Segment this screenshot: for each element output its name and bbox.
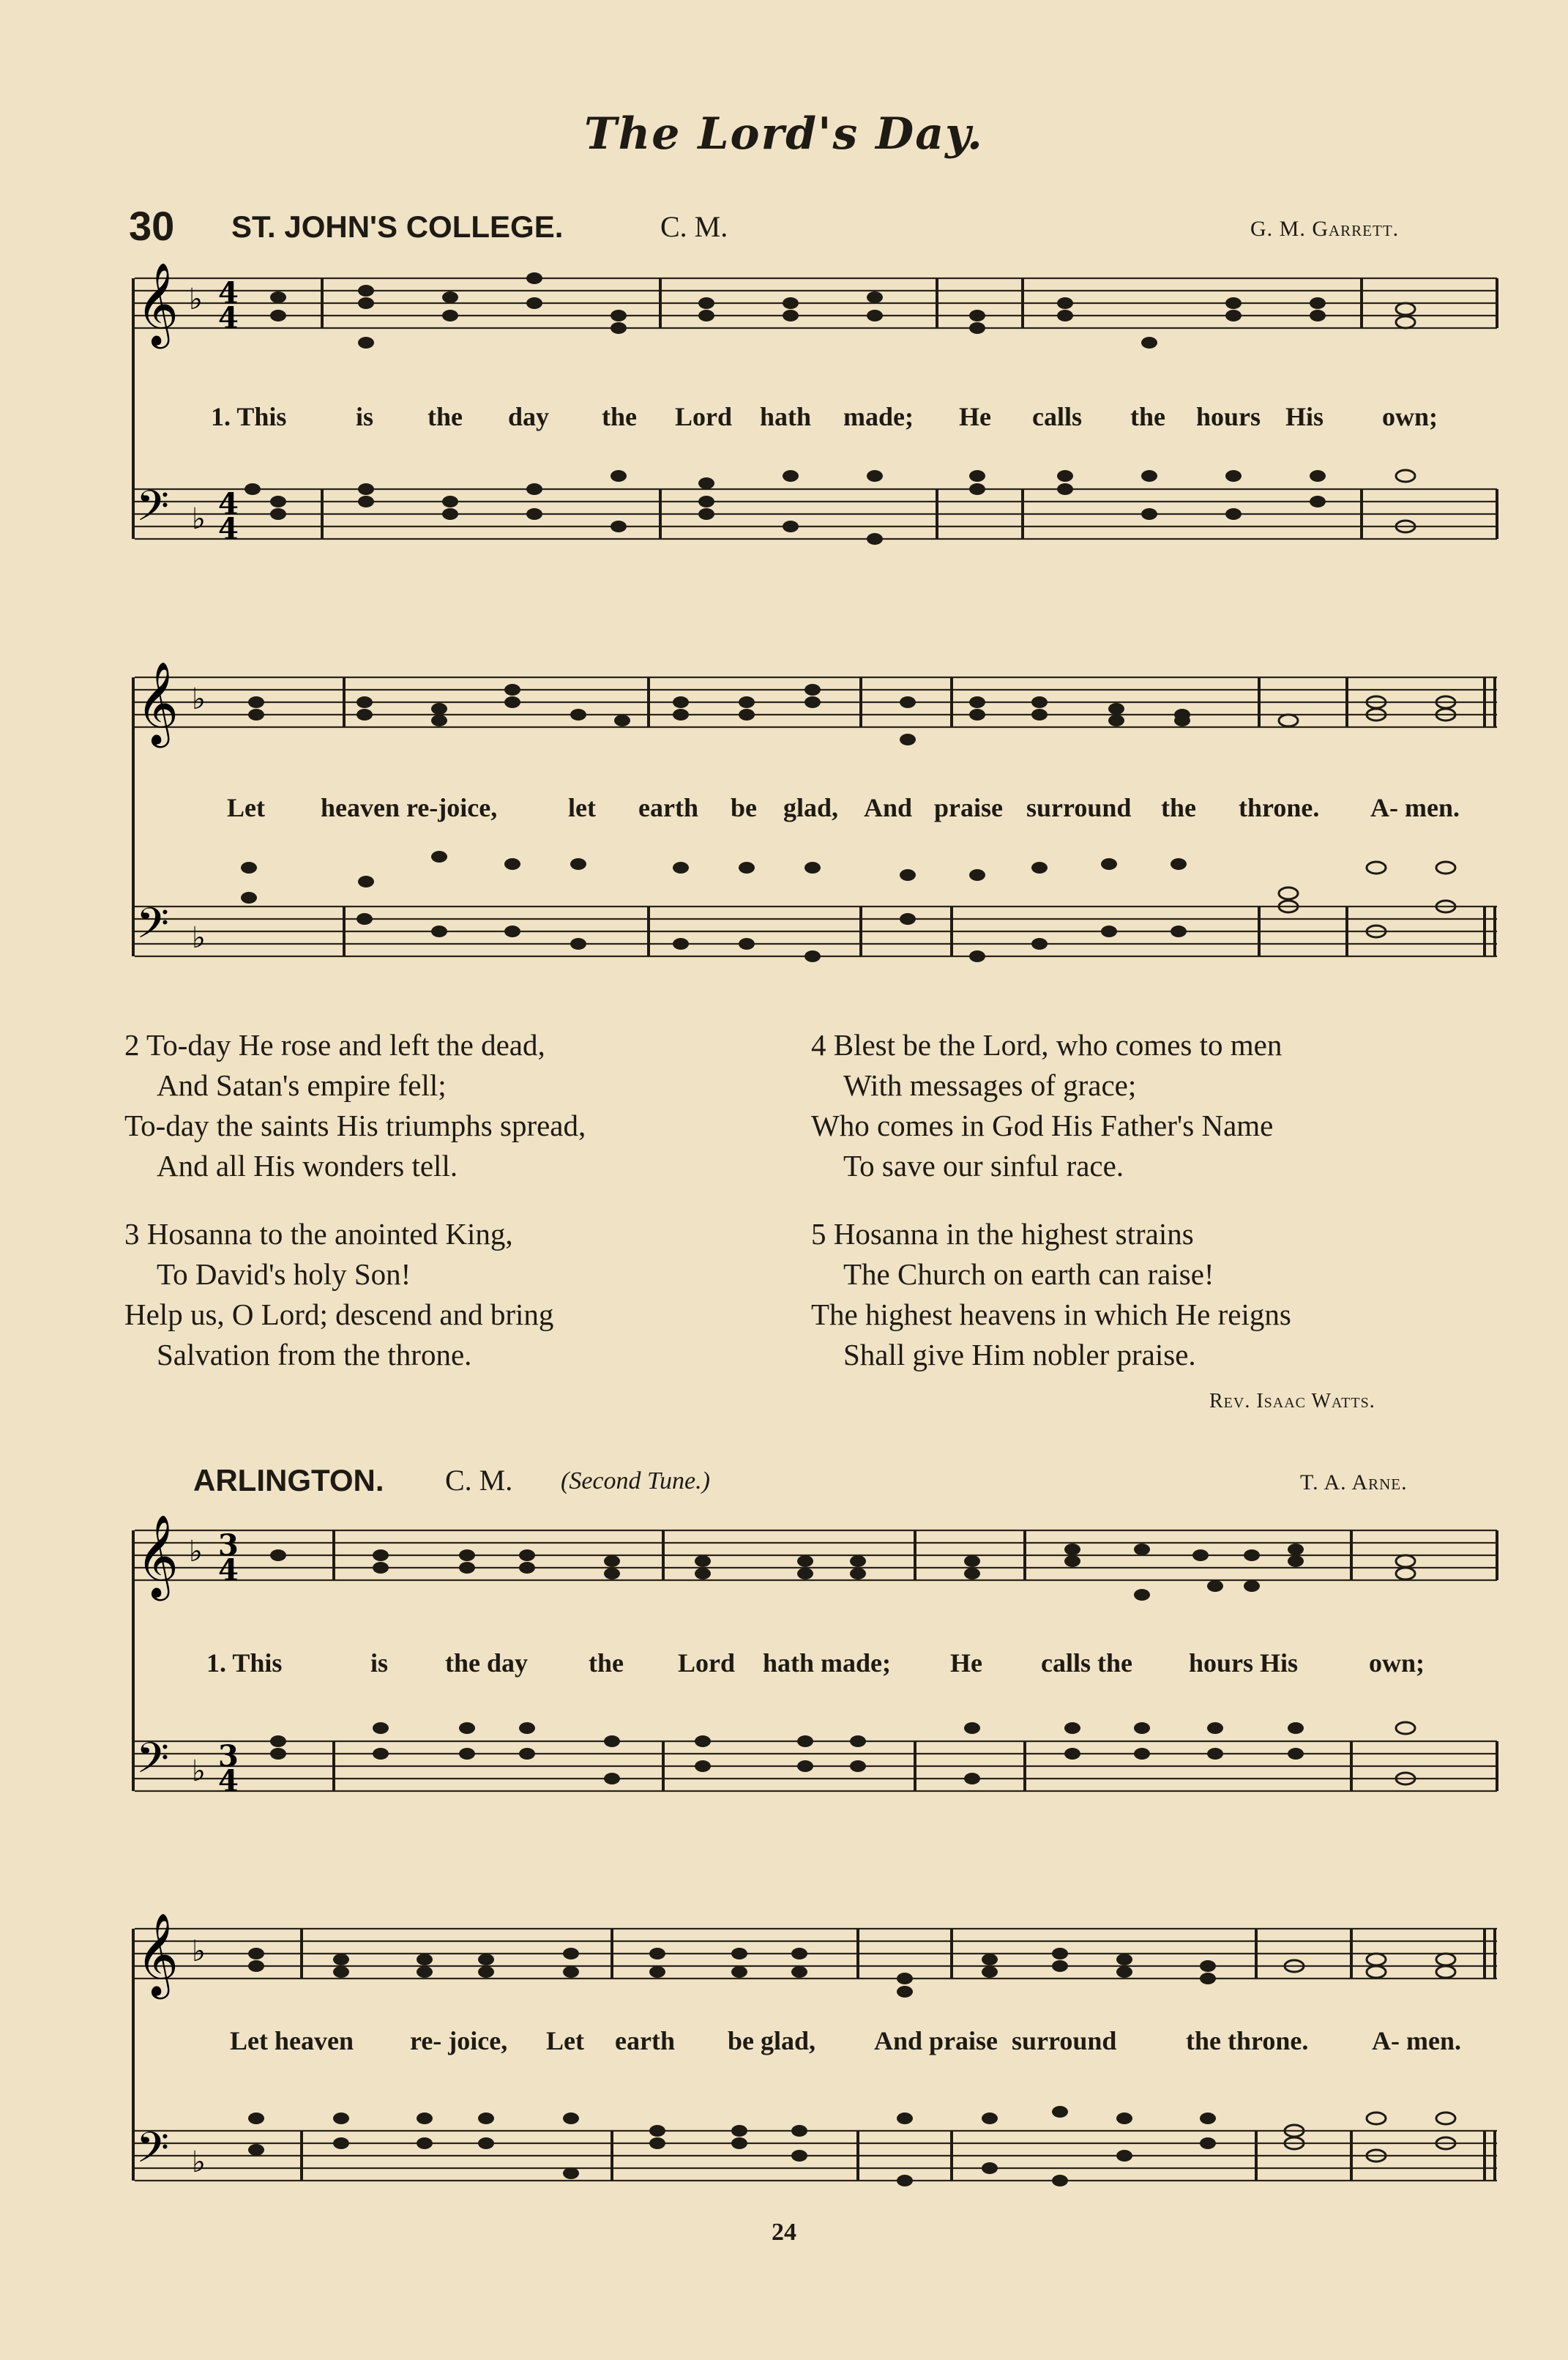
svg-text:𝄞: 𝄞 (136, 661, 179, 745)
svg-text:4: 4 (218, 1553, 239, 1587)
verse-4: 4 Blest be the Lord, who comes to men With messages of grace; Who comes in God His Father's Name To save our sinful race. (811, 1028, 1283, 1183)
svg-text:♭: ♭ (192, 502, 206, 536)
svg-text:4: 4 (218, 512, 239, 546)
bass-clef-icon: 𝄢 (136, 481, 170, 541)
svg-text:3: 3 (218, 1528, 239, 1563)
verse-5: 5 Hosanna in the highest strains The Church on earth can raise! The highest heavens in which He reigns Shall give Him nobler praise. (811, 1217, 1291, 1371)
svg-text:♭: ♭ (192, 2145, 206, 2179)
verse-2: 2 To-day He rose and left the dead, And Satan's empire fell; To-day the saints His triumphs spread, And all His wonders tell. (124, 1028, 586, 1183)
svg-text:4: 4 (218, 301, 239, 335)
svg-text:♭: ♭ (192, 682, 206, 716)
svg-text:4: 4 (218, 487, 239, 521)
svg-text:𝄢: 𝄢 (136, 2123, 170, 2183)
hymn-author: Rev. Isaac Watts. (1209, 1390, 1375, 1412)
second-tune-meter: C. M. (445, 1464, 513, 1497)
second-tune-note: (Second Tune.) (561, 1467, 710, 1494)
svg-text:♭: ♭ (189, 282, 203, 316)
tune-name: ST. JOHN'S COLLEGE. (231, 209, 564, 244)
svg-text:♭: ♭ (192, 1754, 206, 1788)
svg-text:♭: ♭ (192, 1934, 206, 1968)
bass-staff (135, 489, 1497, 539)
treble-staff (135, 278, 1497, 328)
second-tune-name: ARLINGTON. (193, 1463, 384, 1497)
underlay-line-2: Let heaven re-joice, let earth be glad, And praise surround the throne. A- men. (227, 793, 1460, 822)
verse-3: 3 Hosanna to the anointed King, To David's holy Son! Help us, O Lord; descend and bring Salvation from the throne. (124, 1217, 554, 1371)
svg-text:4: 4 (218, 1764, 239, 1798)
meter: C. M. (660, 210, 728, 243)
page-title: The Lord's Day. (584, 108, 984, 160)
svg-text:4: 4 (218, 276, 239, 310)
page-number: 24 (772, 2219, 796, 2246)
underlay-line-4: Let heaven re- joice, Let earth be glad, And praise surround the throne. A- men. (230, 2026, 1461, 2055)
svg-text:𝄞: 𝄞 (136, 1913, 179, 1996)
underlay-line-3: 1. This is the day the Lord hath made; He calls the hours His own; (206, 1648, 1425, 1678)
second-tune-composer: T. A. Arne. (1300, 1470, 1408, 1494)
underlay-line-1: 1. This is the day the Lord hath made; He calls the hours His own; (211, 402, 1438, 431)
treble-clef-icon: 𝄞 (136, 262, 179, 346)
svg-text:𝄢: 𝄢 (136, 898, 170, 958)
svg-text:3: 3 (218, 1739, 239, 1773)
svg-text:𝄞: 𝄞 (136, 1514, 179, 1598)
svg-text:♭: ♭ (192, 920, 206, 955)
composer: G. M. Garrett. (1250, 217, 1400, 241)
svg-text:𝄢: 𝄢 (136, 1733, 170, 1793)
svg-text:♭: ♭ (189, 1534, 203, 1568)
hymn-number: 30 (129, 203, 175, 249)
